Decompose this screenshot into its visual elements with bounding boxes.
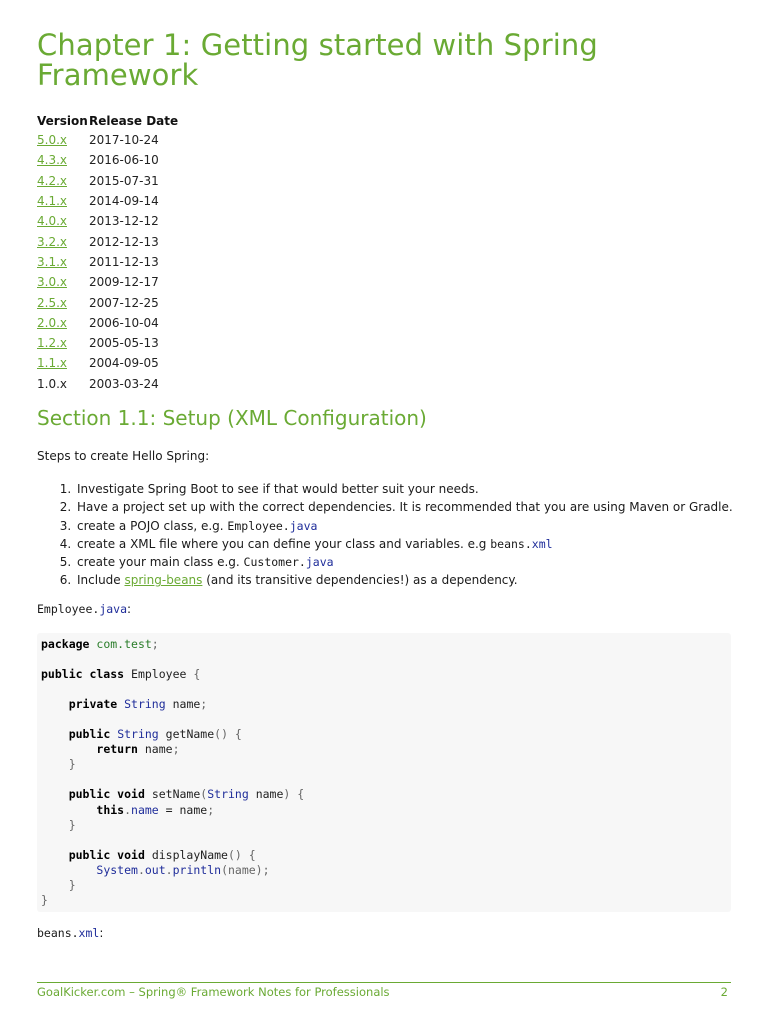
table-row (37, 374, 178, 394)
version-cell (37, 150, 89, 170)
version-cell (37, 374, 89, 394)
version-link[interactable]: 2.5.x (37, 295, 67, 310)
inline-code: Customer.java (243, 555, 334, 570)
version-cell (37, 272, 89, 292)
code-line: System.out.println(name); (96, 862, 270, 877)
inline-code: beans.xml (490, 536, 553, 551)
table-header-row (37, 112, 178, 130)
table-row (37, 252, 178, 272)
table-row (37, 313, 178, 333)
version-cell (37, 313, 89, 333)
list-item: 5. create your main class e.g. Customer.java (75, 553, 755, 571)
table-row (37, 211, 178, 231)
version-link[interactable]: 3.2.x (37, 234, 67, 249)
version-cell (37, 292, 89, 312)
version-text: 1.0.x (37, 376, 67, 391)
code-block (37, 633, 731, 912)
release-date-cell: 2015-07-31 (89, 173, 159, 188)
column-header-release-date: Release Date (89, 114, 179, 128)
version-link[interactable]: 5.0.x (37, 133, 67, 148)
version-link[interactable]: 4.2.x (37, 173, 67, 188)
list-item: 2. Have a project set up with the correct dependencies. It is recommended that you are using Maven or Gradle. (75, 498, 755, 516)
version-cell (37, 130, 89, 150)
beans-file-label: beans.xml: (37, 926, 104, 940)
table-row (37, 333, 178, 353)
table-row (37, 272, 178, 292)
list-item: 3. create a POJO class, e.g. Employee.java (75, 517, 755, 535)
code-line: } (41, 892, 48, 907)
version-link[interactable]: 3.0.x (37, 275, 67, 290)
release-date-cell: 2014-09-14 (89, 194, 159, 209)
code-line: public void setName(String name) { (68, 787, 305, 802)
release-date-cell: 2004-09-05 (89, 356, 159, 371)
footer-divider (37, 982, 731, 983)
table-row (37, 171, 178, 191)
release-date-cell: 2012-12-13 (89, 234, 159, 249)
release-date-cell: 2007-12-25 (89, 295, 159, 310)
release-date-cell: 2005-05-13 (89, 336, 159, 351)
release-date-cell: 2009-12-17 (89, 275, 159, 290)
table-row (37, 292, 178, 312)
list-item: 6. Include spring-beans (and its transitive dependencies!) as a dependency. (75, 571, 755, 589)
version-link[interactable]: 4.1.x (37, 194, 67, 209)
version-cell (37, 353, 89, 373)
table-row (37, 231, 178, 251)
list-item: 1. Investigate Spring Boot to see if that would better suit your needs. (75, 480, 755, 498)
table-row (37, 150, 178, 170)
version-cell (37, 252, 89, 272)
code-line: return name; (96, 742, 180, 757)
version-link[interactable]: 1.1.x (37, 356, 67, 371)
release-date-cell: 2011-12-13 (89, 254, 159, 269)
versions-table (37, 112, 178, 394)
version-cell (37, 211, 89, 231)
release-date-cell: 2013-12-12 (89, 214, 159, 229)
release-date-cell: 2017-10-24 (89, 133, 159, 148)
section-title: Section 1.1: Setup (XML Configuration) (37, 406, 427, 430)
code-line: public void displayName() { (68, 847, 256, 862)
release-date-cell: 2006-10-04 (89, 315, 159, 330)
version-cell (37, 171, 89, 191)
code-line: public class Employee { (41, 667, 201, 682)
version-cell (37, 191, 89, 211)
employee-file-label: Employee.java: (37, 602, 132, 616)
spring-beans-link[interactable]: spring-beans (124, 573, 203, 588)
code-line: private String name; (68, 697, 208, 712)
table-row (37, 191, 178, 211)
list-item: 4. create a XML file where you can define your class and variables. e.g beans.xml (75, 535, 755, 553)
code-line: this.name = name; (96, 802, 215, 817)
version-link[interactable]: 4.0.x (37, 214, 67, 229)
inline-code: Employee.java (227, 518, 318, 533)
steps-intro: Steps to create Hello Spring: (37, 449, 210, 463)
column-header-version: Version (37, 114, 88, 128)
release-date-cell: 2016-06-10 (89, 153, 159, 168)
code-line: package com.test; (41, 637, 159, 651)
version-link[interactable]: 2.0.x (37, 315, 67, 330)
code-line: public String getName() { (68, 727, 242, 742)
code-line: } (68, 877, 76, 892)
code-line: } (68, 817, 76, 832)
version-link[interactable]: 1.2.x (37, 336, 67, 351)
version-cell (37, 231, 89, 251)
versions-table-body (37, 130, 178, 394)
page-number: 2 (720, 985, 728, 999)
table-row (37, 130, 178, 150)
version-link[interactable]: 4.3.x (37, 153, 67, 168)
footer-text: GoalKicker.com – Spring® Framework Notes for Professionals (37, 985, 390, 999)
table-row (37, 353, 178, 373)
chapter-title: Chapter 1: Getting started with Spring Framework (37, 28, 598, 92)
version-link[interactable]: 3.1.x (37, 254, 67, 269)
release-date-cell: 2003-03-24 (89, 376, 159, 391)
version-cell (37, 333, 89, 353)
steps-list (37, 480, 755, 590)
code-line: } (68, 757, 76, 772)
